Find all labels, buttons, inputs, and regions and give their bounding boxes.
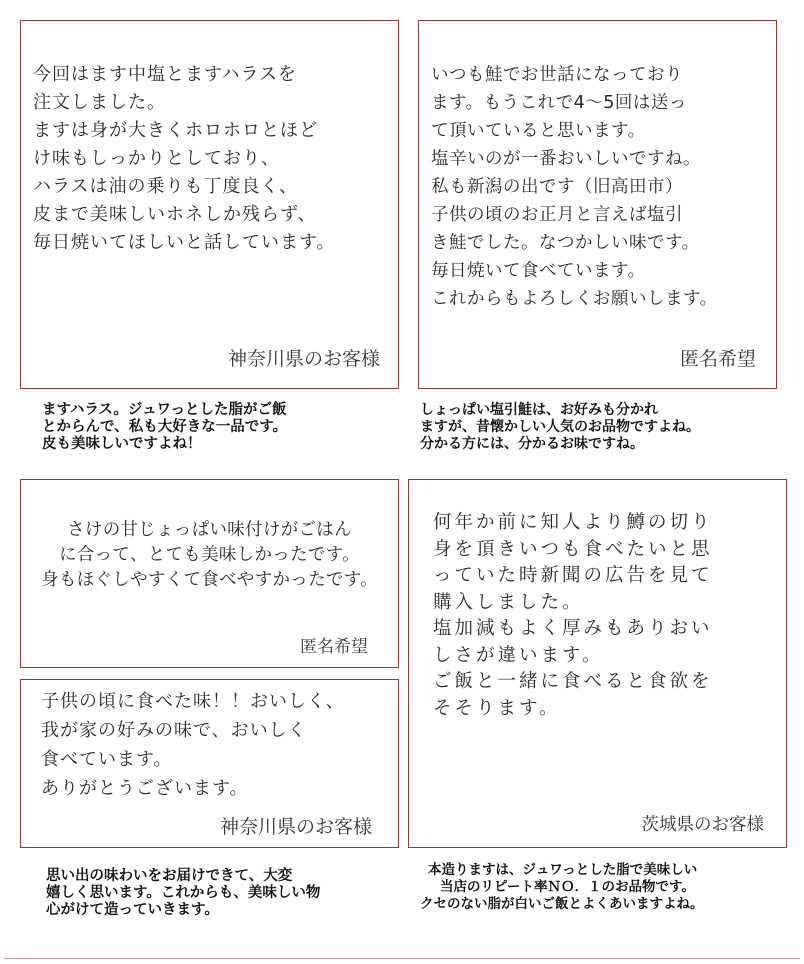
- review-signature: 神奈川県のお客様: [219, 816, 372, 838]
- review-line: ます。もうこれで4～5回は送っ: [431, 93, 687, 113]
- review-line: っていた時新聞の広告を見て: [433, 565, 713, 586]
- reply-line: 当店のリピート率ＮＯ．１のお品物です。: [440, 879, 695, 895]
- review-line: 塩辛いのが一番おいしいですね。: [431, 149, 701, 169]
- review-text: [41, 687, 392, 803]
- review-signature: 茨城県のお客様: [641, 815, 764, 835]
- review-line: て頂いていると思います。: [431, 121, 646, 141]
- review-line: さけの甘じょっぱい味付けがごはん: [67, 520, 352, 540]
- review-line: き鮭でした。なつかしい味です。: [431, 233, 700, 253]
- review-line: ますは身が大きくホロホロとほど: [33, 120, 318, 141]
- review-line: 購入しました。: [433, 591, 584, 613]
- review-line: に合って、とても美味しかったです。: [59, 545, 360, 565]
- review-line: 何年か前に知人より鱒の切り: [433, 512, 713, 533]
- review-card: [20, 20, 399, 389]
- review-card: [418, 20, 777, 389]
- review-line: いつも鮭でお世話になっており: [431, 65, 683, 85]
- reply-line: 本造りますは、ジュワっとした脂で美味しい: [428, 862, 698, 878]
- review-line: 身を頂きいつも食べたいと思: [433, 538, 713, 560]
- reply-line: 皮も美味しいですよね！: [42, 436, 202, 452]
- review-signature: 匿名希望: [679, 348, 756, 370]
- review-text: [431, 61, 770, 313]
- review-line: ありがとうございます。: [41, 778, 249, 799]
- reply-line: ますハラス。ジュワっとした脂がご飯: [42, 402, 287, 418]
- review-line: け味もしっかりとしており、: [33, 148, 280, 169]
- review-signature: 神奈川県のお客様: [227, 348, 380, 370]
- review-card: [408, 479, 787, 848]
- reply-line: ますが、昔懐かしい人気のお品物ですよね。: [420, 419, 700, 435]
- reply-line: とからんで、私も大好きな一品です。: [42, 419, 288, 435]
- reply-line: しょっぱい塩引鮭は、お好みも分かれ: [420, 402, 658, 418]
- review-line: 今回はます中塩とますハラスを: [33, 64, 298, 85]
- review-line: ハラスは油の乗りも丁度良く、: [33, 176, 299, 197]
- review-signature: 匿名希望: [300, 637, 368, 657]
- review-card: [20, 679, 399, 848]
- review-line: 毎日焼いてほしいと話しています。: [33, 232, 336, 253]
- shop-reply: [420, 402, 700, 453]
- reply-line: クセのない脂が白いご飯とよくあいますよね。: [420, 896, 704, 912]
- review-line: ご飯と一緒に食べると食欲を: [433, 671, 713, 692]
- review-line: 塩加減もよく厚みもありおい: [433, 618, 713, 639]
- review-line: 子供の頃に食べた味！！おいしく、: [41, 691, 345, 712]
- review-line: 毎日焼いて食べています。: [431, 261, 646, 281]
- review-line: 身もほぐしやすくて食べやすかったです。: [41, 570, 378, 590]
- review-line: 子供の頃のお正月と言えば塩引: [431, 205, 683, 225]
- review-line: 我が家の好みの味で、おいしく: [41, 720, 307, 741]
- review-text: [433, 510, 780, 722]
- reply-line: 嬉しく思います。これからも、美味しい物: [46, 885, 321, 901]
- review-card: [20, 479, 399, 668]
- review-line: しさが違います。: [433, 644, 604, 666]
- review-line: 注文しました。: [33, 92, 166, 113]
- review-line: これからもよろしくお願いします。: [431, 289, 718, 309]
- review-line: 食べています。: [41, 749, 173, 770]
- shop-reply: [42, 402, 287, 453]
- shop-reply: [46, 868, 320, 919]
- reply-line: 心がけて造っていきます。: [46, 902, 219, 918]
- review-line: 皮まで美味しいホネしか残らず、: [33, 204, 317, 225]
- bottom-divider: [4, 958, 800, 959]
- shop-reply: [420, 862, 704, 913]
- reply-line: 思い出の味わいをお届けできて、大変: [46, 868, 293, 884]
- review-line: そそります。: [433, 697, 561, 719]
- review-text: [21, 518, 398, 593]
- review-text: [33, 61, 392, 257]
- review-line: 私も新潟の出です（旧高田市）: [431, 177, 683, 197]
- reply-line: 分かる方には、分かるお味ですね。: [420, 436, 644, 452]
